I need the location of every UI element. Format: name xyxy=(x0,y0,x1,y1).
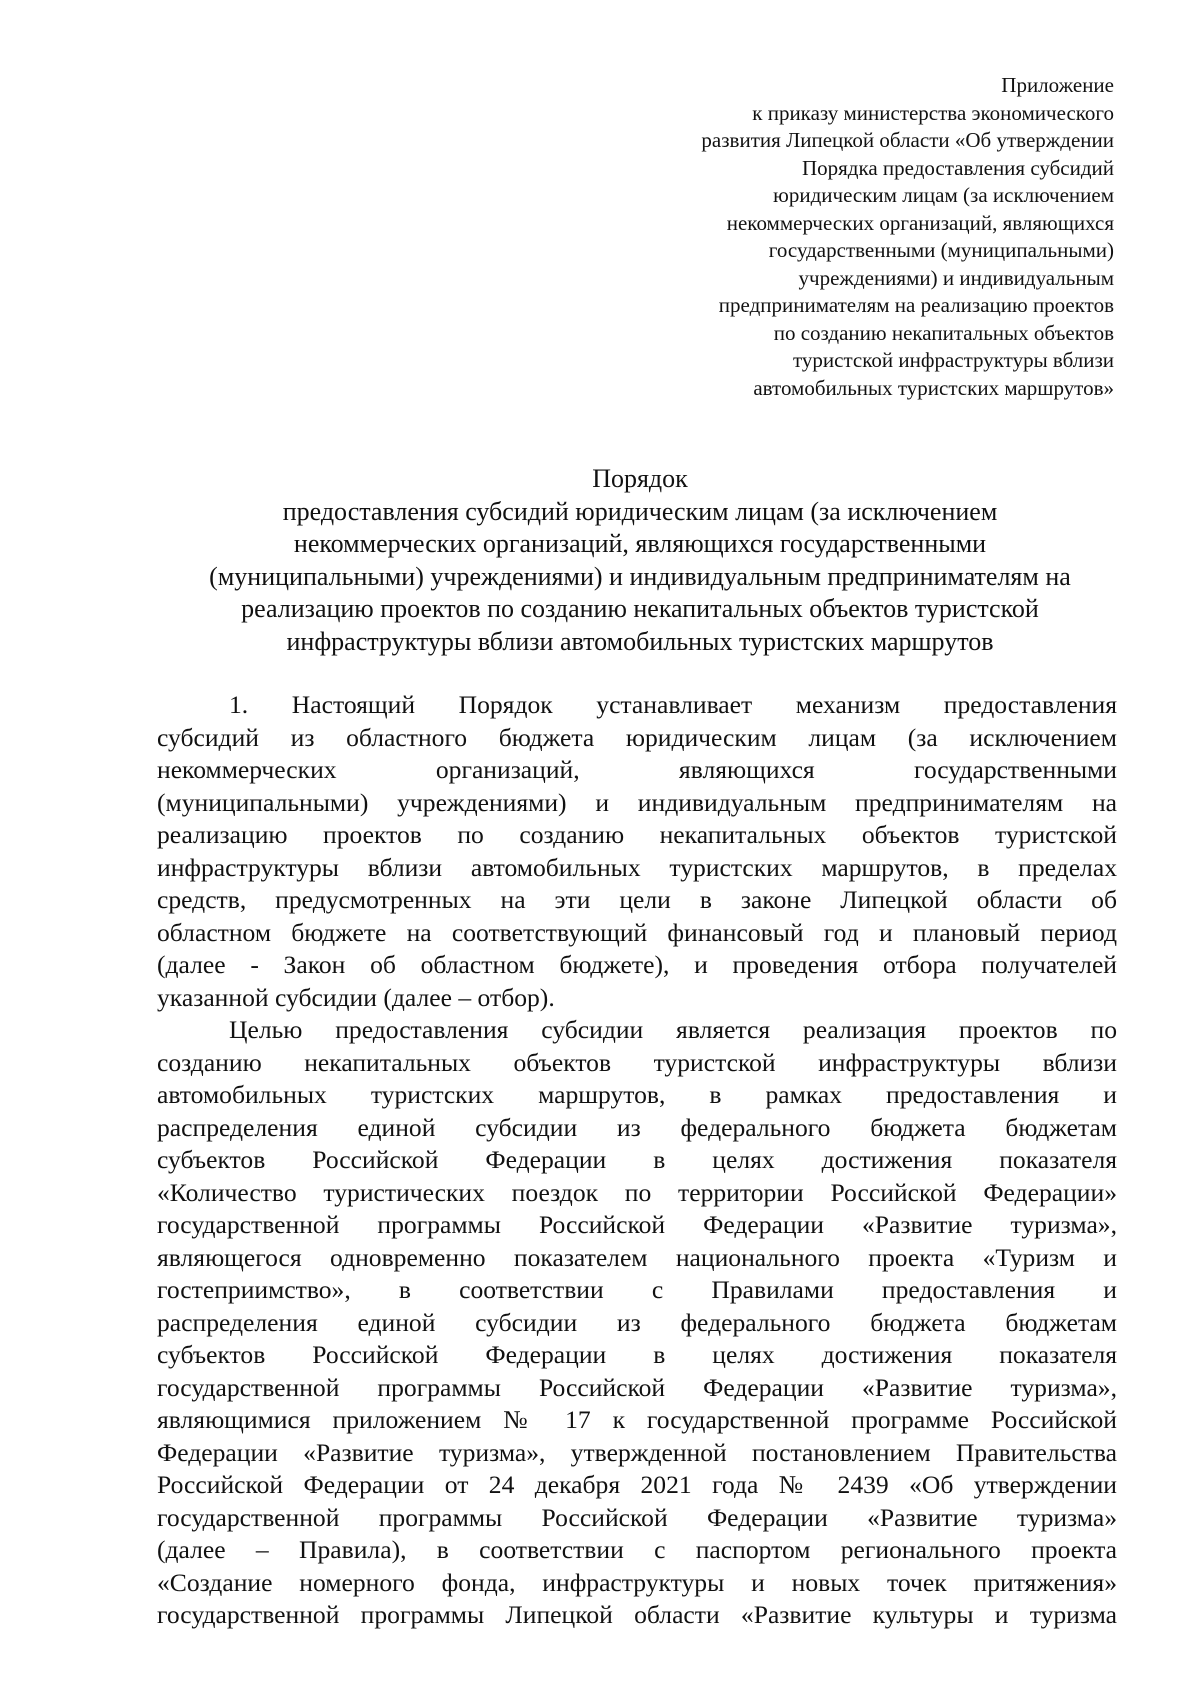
paragraph-2-line: государственной программы Российской Федерации «Развитие туризма», xyxy=(157,1210,1117,1239)
paragraph-2-line: «Количество туристических поездок по территории Российской Федерации» xyxy=(157,1177,1117,1207)
paragraph-1-line: (муниципальными) учреждениями) и индивидуальным предпринимателям на xyxy=(157,787,1117,817)
paragraph-1-line: (далее - Закон об областном бюджете), и проведения отбора получателей xyxy=(157,950,1117,979)
paragraph-2-line: Федерации «Развитие туризма», утвержденной постановлением Правительства xyxy=(157,1437,1117,1467)
paragraph-1-line: средств, предусмотренных на эти цели в законе Липецкой области об xyxy=(157,885,1117,914)
paragraph-2-line: Российской Федерации от 24 декабря 2021 года № 2439 «Об утверждении xyxy=(157,1470,1117,1499)
paragraph-2-line: распределения единой субсидии из федерального бюджета бюджетам xyxy=(157,1307,1117,1337)
paragraph-2-line: гостеприимство», в соответствии с Правилами предоставления и xyxy=(157,1275,1117,1304)
paragraph-2-line: субъектов Российской Федерации в целях достижения показателя xyxy=(157,1340,1117,1369)
paragraph-2-line: созданию некапитальных объектов туристской инфраструктуры вблизи xyxy=(157,1047,1117,1077)
paragraph-2-line: Целью предоставления субсидии является реализация проектов по xyxy=(229,1015,1117,1044)
paragraph-1-line: областном бюджете на соответствующий финансовый год и плановый период xyxy=(157,917,1117,947)
appendix-line: государственными (муниципальными) xyxy=(768,238,1114,262)
title-line: реализацию проектов по созданию некапитальных объектов туристской xyxy=(241,594,1039,624)
title-line: (муниципальными) учреждениями) и индивидуальным предпринимателям на xyxy=(209,561,1071,591)
paragraph-1-line: инфраструктуры вблизи автомобильных туристских маршрутов, в пределах xyxy=(157,852,1117,882)
appendix-line: Порядка предоставления субсидий xyxy=(801,155,1114,180)
document-body xyxy=(157,689,1117,1632)
paragraph-2-line: государственной программы Липецкой области «Развитие культуры и туризма xyxy=(157,1600,1117,1629)
appendix-line: развития Липецкой области «Об утверждении xyxy=(701,128,1114,152)
appendix-header xyxy=(554,72,1114,402)
paragraph-2-line: государственной программы Российской Федерации «Развитие туризма» xyxy=(157,1502,1117,1532)
paragraph-2-line: государственной программы Российской Федерации «Развитие туризма», xyxy=(157,1372,1117,1402)
paragraph-1-line: 1. Настоящий Порядок устанавливает механизм предоставления xyxy=(229,690,1117,719)
appendix-line: туристской инфраструктуры вблизи xyxy=(793,348,1114,372)
paragraph-2-line: являющимися приложением № 17 к государственной программе Российской xyxy=(157,1405,1117,1434)
appendix-line: некоммерческих организаций, являющихся xyxy=(726,210,1114,235)
paragraph-2-line: «Создание номерного фонда, инфраструктуры и новых точек притяжения» xyxy=(157,1567,1117,1597)
appendix-line: по созданию некапитальных объектов xyxy=(773,320,1114,345)
paragraph-1-line: реализацию проектов по созданию некапитальных объектов туристской xyxy=(157,820,1117,849)
paragraph-1-line: субсидий из областного бюджета юридическим лицам (за исключением xyxy=(157,722,1117,752)
title-line: некоммерческих организаций, являющихся государственными xyxy=(293,529,987,559)
paragraph-1-line: указанной субсидии (далее – отбор). xyxy=(157,982,555,1012)
paragraph-2-line: автомобильных туристских маршрутов, в рамках предоставления и xyxy=(157,1080,1117,1109)
appendix-line: к приказу министерства экономического xyxy=(752,100,1114,125)
title-line: инфраструктуры вблизи автомобильных туристских маршрутов xyxy=(286,626,994,656)
appendix-line: автомобильных туристских маршрутов» xyxy=(753,375,1114,400)
paragraph-2-line: субъектов Российской Федерации в целях достижения показателя xyxy=(157,1145,1117,1174)
appendix-line: юридическим лицам (за исключением xyxy=(773,183,1114,207)
title-heading: Порядок xyxy=(592,464,688,493)
paragraph-2-line: являющегося одновременно показателем национального проекта «Туризм и xyxy=(157,1242,1117,1272)
document-title xyxy=(150,463,1130,659)
paragraph-1-line: некоммерческих организаций, являющихся государственными xyxy=(157,755,1117,784)
paragraph-2-line: (далее – Правила), в соответствии с паспортом регионального проекта xyxy=(157,1535,1117,1564)
paragraph-2-line: распределения единой субсидии из федерального бюджета бюджетам xyxy=(157,1112,1117,1142)
appendix-line: предпринимателям на реализацию проектов xyxy=(718,293,1114,317)
appendix-line: учреждениями) и индивидуальным xyxy=(798,265,1114,290)
appendix-line: Приложение xyxy=(1001,73,1114,97)
title-line: предоставления субсидий юридическим лицам (за исключением xyxy=(282,496,998,526)
